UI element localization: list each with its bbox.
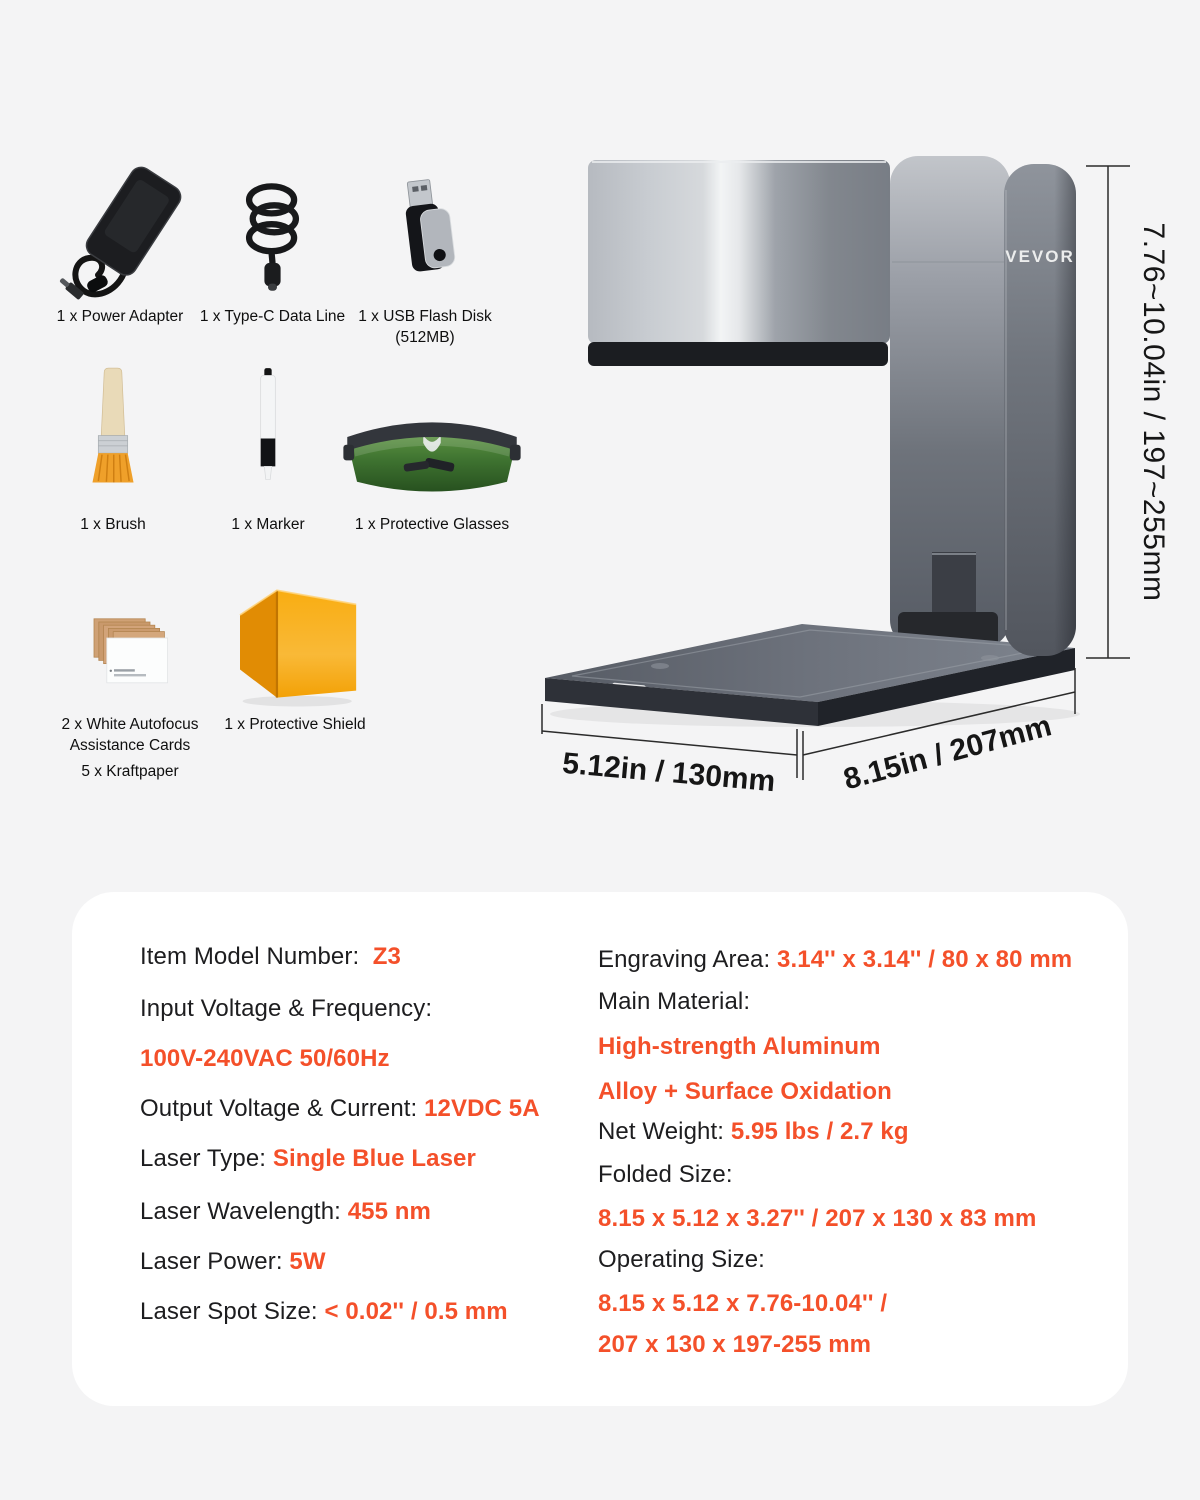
type-c-data-line-image	[205, 165, 340, 305]
marker-image	[213, 345, 323, 510]
spec-row-operating-size	[598, 1245, 765, 1275]
dimension-depth-label: 5.12in / 130mm	[561, 746, 777, 799]
accessory-label-glasses	[337, 514, 527, 535]
spec-value: Single Blue Laser	[272, 1145, 476, 1172]
spec-label: Input Voltage & Frequency:	[140, 995, 433, 1022]
spec-row-main-material	[598, 987, 750, 1017]
spec-label: Main Material:	[598, 988, 751, 1015]
accessory-label-shield	[210, 714, 380, 735]
brand-logo: VEVOR	[1005, 247, 1075, 266]
dimension-width-label: 8.15in / 207mm	[840, 709, 1055, 797]
caption-line: 1 x Power Adapter	[56, 308, 184, 325]
spec-row-input-voltage-value	[140, 1044, 390, 1074]
spec-value: 455 nm	[347, 1198, 431, 1225]
laser-engraver-image	[520, 115, 1180, 820]
spec-label: Laser Spot Size:	[140, 1298, 325, 1325]
accessory-label-marker	[208, 514, 328, 535]
brush-image	[58, 345, 168, 510]
accessory-label-power-adapter	[30, 306, 210, 327]
power-adapter-image	[45, 160, 195, 310]
spec-row-material-value-2	[598, 1077, 892, 1107]
spec-label: Laser Power:	[140, 1248, 290, 1275]
spec-value: 12VDC 5A	[424, 1095, 540, 1122]
spec-row-laser-type	[140, 1144, 476, 1174]
spec-value: High-strength Aluminum	[598, 1033, 881, 1060]
spec-label: Net Weight:	[598, 1118, 731, 1145]
spec-value: 5.95 lbs / 2.7 kg	[730, 1118, 909, 1145]
spec-row-model	[140, 942, 401, 972]
protective-glasses-image	[337, 400, 527, 512]
accessory-label-brush	[53, 514, 173, 535]
dimension-height-label: 7.76~10.04in / 197~255mm	[1137, 222, 1170, 602]
spec-value: 8.15 x 5.12 x 3.27'' / 207 x 130 x 83 mm	[598, 1205, 1037, 1232]
caption-line: 2 x White Autofocus	[61, 716, 199, 733]
spec-panel	[72, 892, 1128, 1406]
spec-row-folded-size-value	[598, 1204, 1036, 1234]
caption-line: 1 x Brush	[80, 516, 146, 533]
spec-value: 5W	[289, 1248, 326, 1275]
spec-row-operating-size-value-2	[598, 1330, 871, 1360]
spec-value: 8.15 x 5.12 x 7.76-10.04'' /	[598, 1290, 888, 1317]
spec-value: 100V-240VAC 50/60Hz	[140, 1045, 390, 1072]
machine-body	[545, 156, 1080, 727]
spec-row-folded-size	[598, 1160, 733, 1190]
usb-flash-disk-image	[360, 165, 490, 305]
spec-row-wavelength	[140, 1197, 431, 1227]
caption-line: 1 x Type-C Data Line	[199, 308, 346, 325]
spec-label: Item Model Number:	[140, 943, 373, 970]
caption-line: 1 x Marker	[231, 516, 305, 533]
spec-row-input-voltage	[140, 994, 432, 1024]
spec-row-engraving-area	[598, 945, 1072, 975]
spec-row-spot-size	[140, 1297, 508, 1327]
accessory-label-type-c	[190, 306, 355, 327]
caption-line: (512MB)	[395, 329, 455, 346]
accessory-label-usb	[345, 306, 505, 348]
spec-label: Laser Wavelength:	[140, 1198, 348, 1225]
spec-row-operating-size-value-1	[598, 1289, 887, 1319]
caption-line: Assistance Cards	[69, 737, 191, 754]
spec-label: Engraving Area:	[598, 946, 778, 973]
spec-value: < 0.02'' / 0.5 mm	[324, 1298, 508, 1325]
accessory-label-cards	[52, 714, 208, 782]
spec-row-laser-power	[140, 1247, 326, 1277]
autofocus-cards-image	[70, 590, 190, 710]
protective-shield-image	[205, 578, 385, 710]
spec-value: Z3	[372, 943, 401, 970]
spec-label: Folded Size:	[598, 1161, 733, 1188]
spec-label: Output Voltage & Current:	[140, 1095, 425, 1122]
spec-value: 207 x 130 x 197-255 mm	[598, 1331, 872, 1358]
caption-line: 1 x USB Flash Disk	[358, 308, 492, 325]
caption-line: 1 x Protective Shield	[224, 716, 366, 733]
spec-row-output-voltage	[140, 1094, 540, 1124]
caption-line: 5 x Kraftpaper	[81, 763, 179, 780]
spec-label: Operating Size:	[598, 1246, 765, 1273]
spec-label: Laser Type:	[140, 1145, 273, 1172]
spec-value: 3.14'' x 3.14'' / 80 x 80 mm	[777, 946, 1073, 973]
caption-line: 1 x Protective Glasses	[354, 516, 510, 533]
spec-row-material-value-1	[598, 1032, 881, 1062]
spec-value: Alloy + Surface Oxidation	[598, 1078, 892, 1105]
spec-row-net-weight	[598, 1117, 909, 1147]
